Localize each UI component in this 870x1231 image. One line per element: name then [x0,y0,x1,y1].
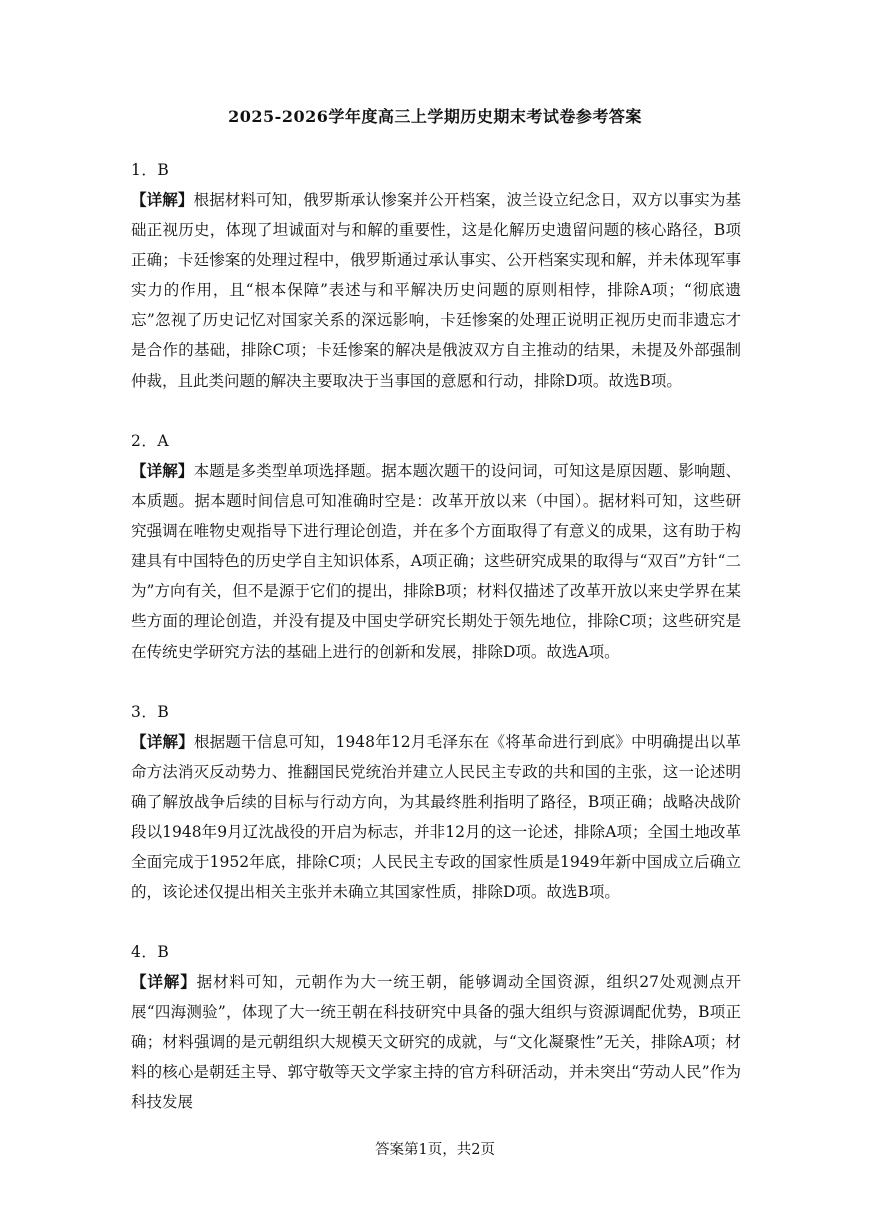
question-number: 1．B [131,161,170,179]
explanation-label: 【详解】 [131,972,197,991]
answer-explanation [131,727,741,937]
answer-item-3 [131,697,741,937]
answer-explanation [131,456,741,697]
question-number: 2．A [131,432,170,450]
answer-item-2 [131,426,741,697]
answer-list [131,155,741,1117]
explanation-text: 根据材料可知，俄罗斯承认惨案并公开档案，波兰设立纪念日，双方以事实为基础正视历史，体现了坦诚面对与和解的重要性，这是化解历史遗留问题的核心路径，B项正确；卡廷惨案的处理过程中，俄罗斯通过承认事实、公开档案实现和解，并未体现军事实力的作用，且“根本保障”表述与和平解决历史问题的原则相悖，排除A项；“彻底遗忘”忽视了历史记忆对国家关系的深远影响，卡廷惨案的处理正说明正视历史而非遗忘才是合作的基础，排除C项；卡廷惨案的解决是俄波双方自主推动的结果，未提及外部强制仲裁，且此类问题的解决主要取决于当事国的意愿和行动，排除D项。故选B项。 [131,191,741,390]
question-number: 3．B [131,703,170,721]
answer-explanation [131,185,741,426]
answer-item-4 [131,937,741,1117]
explanation-text: 据材料可知，元朝作为大一统王朝，能够调动全国资源，组织27处观测点开展“四海测验”，体现了大一统王朝在科技研究中具备的强大组织与资源调配优势，B项正确；材料强调的是元朝组织大规模天文研究的成就，与“文化凝聚性”无关，排除A项；材料的核心是朝廷主导、郭守敬等天文学家主持的官方科研活动，并未突出“劳动人民”作为科技发展 [131,973,741,1112]
explanation-text: 根据题干信息可知，1948年12月毛泽东在《将革命进行到底》中明确提出以革命方法消灭反动势力、推翻国民党统治并建立人民民主专政的共和国的主张，这一论述明确了解放战争后续的目标与行动方向，为其最终胜利指明了路径，B项正确；战略决战阶段以1948年9月辽沈战役的开启为标志，并非12月的这一论述，排除A项；全国土地改革全面完成于1952年底，排除C项；人民民主专政的国家性质是1949年新中国成立后确立的，该论述仅提出相关主张并未确立其国家性质，排除D项。故选B项。 [131,733,741,902]
answer-explanation [131,967,741,1117]
explanation-text: 本题是多类型单项选择题。据本题次题干的设问词，可知这是原因题、影响题、本质题。据本题时间信息可知准确时空是：改革开放以来（中国）。据材料可知，这些研究强调在唯物史观指导下进行理论创造，并在多个方面取得了有意义的成果，这有助于构建具有中国特色的历史学自主知识体系，A项正确；这些研究成果的取得与“双百”方针“二为”方向有关，但不是源于它们的提出，排除B项；材料仅描述了改革开放以来史学界在某些方面的理论创造，并没有提及中国史学研究长期处于领先地位，排除C项；这些研究是在传统史学研究方法的基础上进行的创新和发展，排除D项。故选A项。 [131,462,741,661]
explanation-label: 【详解】 [131,732,194,751]
page-footer: 答案第1页，共2页 [375,1142,495,1158]
question-number: 4．B [131,943,170,961]
answer-item-1 [131,155,741,426]
explanation-label: 【详解】 [131,190,194,209]
explanation-label: 【详解】 [131,461,194,480]
page-title: 2025-2026学年度高三上学期历史期末考试卷参考答案 [228,107,642,126]
